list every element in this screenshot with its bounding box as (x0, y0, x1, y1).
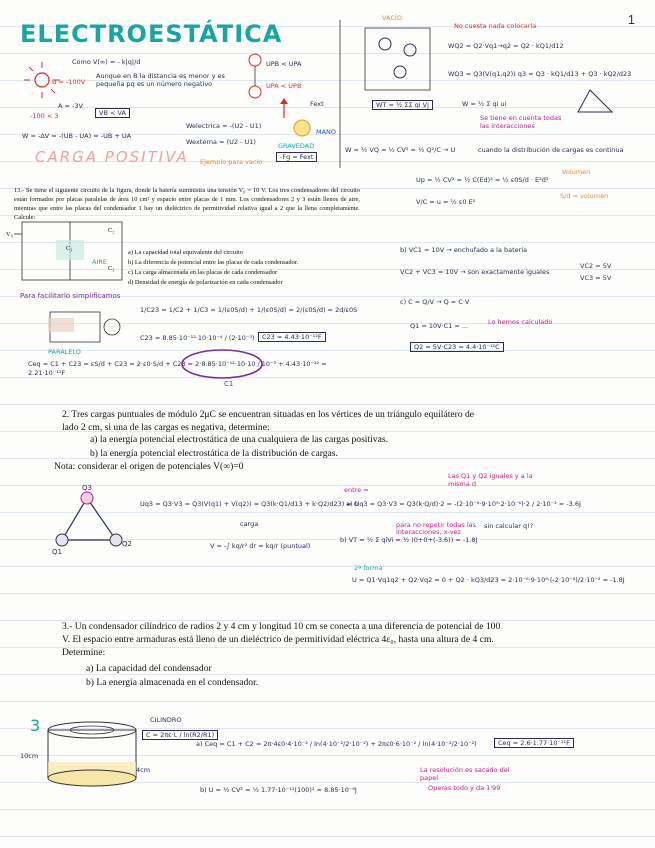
abc-triangle (578, 90, 612, 112)
intro-gravedad: GRAVEDAD (278, 142, 315, 150)
p2-item-a: a) la energía potencial electrostática de una cualquiera de las cargas positivas. (90, 434, 388, 445)
intro-wexterna: W = -ΔV = -(UB - UA) = -UB + UA (22, 132, 132, 140)
p2-forma: 2ª forma (354, 564, 383, 572)
circuit-aire: AIRE (92, 258, 107, 266)
q2-charge-icon (110, 534, 122, 546)
p3-h4: 4cm (136, 766, 151, 774)
p2-entre: entre = (344, 486, 369, 494)
p1-vc2: VC2 = 5V (580, 262, 612, 270)
p1-facilitarlo: Para facilitarlo simplificamos (20, 292, 121, 300)
p1-b-part: b) VC1 = 10V → enchufado a la batería (400, 246, 528, 254)
p2-item-b: b) la energía potencial electrostática de la distribución de cargas. (90, 448, 338, 459)
q3-icon (394, 66, 406, 78)
p2-sin: sin calcular q!? (484, 522, 534, 530)
p3-statement: 3.- Un condensador cilíndrico de radios 2 y 4 cm y longitud 10 cm se conecta a una diferencia de potencial de 100 V. El espacio entre armaduras está lleno de un dieléctrico de permitividad eléctrica 4ε₀, hasta una altura de 4 cm. Determine: (62, 621, 501, 658)
p2-nota: Nota: considerar el origen de potenciales V(∞)=0 (54, 461, 244, 472)
p3-la-res: La resolución es sacado del papel (420, 766, 510, 782)
vacio-volumen: Volumen (562, 168, 591, 176)
p3-a-eq: a) Ceq = C1 + C2 = 2π·4ε0·4·10⁻² / ln(4·10⁻²/2·10⁻²) + 2πε0·6·10⁻² / ln(4·10⁻²/2·10⁻²) (196, 740, 477, 748)
intro-line6: VB < VA (95, 108, 130, 118)
p1-q2: Q2 = 5V·C23 = 4.4·10⁻¹¹C (410, 342, 504, 352)
p1-vc3: VC3 = 5V (580, 274, 612, 282)
p1-item-b: b) La diferencia de potencial entre las placas de cada condensador. (128, 259, 299, 266)
p1-paralelo: PARALELO (48, 348, 81, 356)
vacio-se-tiene: Se tiene en cuenta todas las interacciones (480, 114, 562, 130)
p1-item-c: c) La carga almacenada en las placas de cada condensador (128, 269, 278, 276)
vacio-wq2: WQ2 = Q2·Vq1→q2 = Q2 · kQ1/d12 (448, 42, 564, 50)
p1-c-part: c) C = Q/V → Q = C·V (400, 298, 470, 306)
intro-fg: -Fg = Fext (276, 152, 317, 162)
p2-u2: U = Q1·Vq1q2 + Q2·Vq2 = 0 + Q2 · kQ3/d23 = 2·10⁻⁶·9·10⁹·(-2·10⁻⁶)/2·10⁻² = -1.8J (352, 576, 625, 584)
intro-fext: Fext (310, 100, 324, 108)
p2-uq3: Uq3 = Q3·V3 = Q3(V(q1) + V(q2)) = Q3(k·Q1/d13 + k·Q2/d23) = 0 (140, 500, 359, 508)
carga-positiva-label: CARGA POSITIVA (35, 148, 189, 166)
vacio-w2: W = ½ VQ = ½ CV² = ½ Q²/C → U (345, 146, 456, 154)
vacio-nocuesta: No cuesta nada colocarla (454, 22, 537, 30)
p1-c23-val: C23 = 8.85·10⁻¹²·10·10⁻⁴ / (2·10⁻³) (140, 334, 255, 342)
p3-cilindro: CILINDRO (150, 716, 182, 724)
p1-q1: Q1 = 10V·C1 = ... (410, 322, 469, 330)
vacio-wq3: WQ3 = Q3(V(q1,q2)) q3 = Q3 · kQ1/d13 + Q3 · kQ2/d23 (448, 70, 632, 78)
p2-bb: b) VT = ½ Σ qiVi = ½ (0+0+(-3.6)) = -1.8J (340, 536, 478, 544)
circuit-c1: C₁ (66, 245, 73, 252)
p3-b-eq: b) U = ½ CV² = ½ 1.77·10⁻¹¹(100)² = 8.85·10⁻⁸J (200, 786, 357, 794)
intro-line4: A = -3V (58, 102, 83, 110)
vacio-u: V/C = u = ½ ε0 E² (416, 198, 476, 206)
p3-operas: Operas todo y da 1'99 (428, 784, 501, 792)
intro-upb: UPB < UPA (266, 60, 302, 68)
page-number: 1 (627, 12, 635, 27)
p2-no-repetir: para no repetir todas las interacciones, x-vez (396, 521, 477, 536)
q2-icon (404, 44, 416, 56)
intro-line1: Como V(∞) = - k|q|/d (72, 58, 141, 66)
p1-q1-note: Lo hemos calculado (488, 318, 553, 326)
p2-q1-label: Q1 (52, 548, 62, 556)
p2-aa: a) Uq3 = Q3·V3 = Q3(k·Q/d)·2 = -(2·10⁻⁶·9·10⁹·2·10⁻⁶)·2 / 2·10⁻² = -3.6J (346, 500, 581, 508)
intro-line3: B = -100V (52, 78, 86, 86)
sun-icon (294, 120, 310, 136)
vacio-wt: WT = ½ ΣΣ qi Vj (372, 100, 433, 110)
p2-q2-label: Q2 (122, 540, 132, 548)
p1-c1-label: C1 (224, 380, 234, 388)
vacio-box (365, 28, 430, 90)
p1-b-part2: VC2 + VC3 = 10V → son exactamente iguales (400, 268, 550, 276)
q3-charge-icon (81, 492, 93, 504)
vacio-up: Up = ½ CV² = ½ C(Ed)² = ½ ε0S/d · E²d² (416, 176, 549, 184)
p2-q3-label: Q3 (82, 484, 92, 492)
vacio-cuando: cuando la distribución de cargas es continua (478, 146, 624, 154)
vacio-label: VACÍO (382, 14, 402, 22)
circuit-v0: V₀ (6, 231, 13, 238)
p1-item-d: d) Densidad de energía de polarización en cada condensador (128, 279, 283, 286)
p2-statement: 2. Tres cargas puntuales de módulo 2μC se encuentran situadas en los vértices de un triángulo equilátero de lado 2 cm, si una de las cargas es negativa, determine: (62, 409, 475, 433)
intro-line5: -100 < 3 (30, 112, 59, 120)
circuit-c2: C₂ (108, 227, 115, 234)
p1-c23-res: C23 = 4.43·10⁻¹²F (258, 332, 326, 342)
vacio-s-vol: S/d = volumen (560, 192, 609, 200)
intro-ejemplo: Ejemplo para vacío (200, 158, 263, 166)
q1-charge-icon (56, 534, 68, 546)
intro-upa: UPA < UPB (266, 82, 302, 90)
p2-carga: carga (240, 520, 259, 528)
intro-mano: MANO (316, 128, 337, 136)
circuit-c3: C₃ (108, 265, 115, 272)
p3-ceq-res: Ceq = 2.6·1.77·10⁻¹¹F (494, 738, 574, 748)
intro-wext2: Wexterna = (U2 - U1) (186, 138, 256, 146)
p3-item-a: a) La capacidad del condensador (86, 663, 212, 674)
p3-longitud: 10cm (20, 752, 39, 760)
charge-a-icon (35, 73, 49, 87)
p2-las: Las Q1 y Q2 iguales y a la misma d (448, 472, 533, 488)
charge-origin-icon (249, 86, 261, 98)
intro-welect: Welectrica = -(U2 - U1) (186, 122, 262, 130)
intro-line2: Aunque en B la distancia es menor y es pequeña pq es un número negativo (96, 72, 225, 88)
p1-c23-eq: 1/C23 = 1/C2 + 1/C3 = 1/(ε0S/d) + 1/(ε0S/d) = 2/(ε0S/d) = 2d/ε0S (140, 306, 358, 314)
p1-ceq: Ceq = C1 + C23 = εS/d + C23 = 2·ε0·S/d + C23 = 2·8.85·10⁻¹²·10·10 / 10⁻³ + 4.43·10⁻¹² = 2.21·10⁻¹¹F (28, 360, 327, 377)
p3-item-b: b) La energía almacenada en el condensador. (86, 677, 259, 688)
p2-vint: V = -∫ kq/r² dr = kq/r (puntual) (210, 542, 311, 550)
page-title: ELECTROESTÁTICA (20, 20, 283, 48)
p3-cform: C = 2πε·L / ln(R2/R1) (142, 730, 218, 740)
p3-number: 3 (30, 716, 41, 735)
p1-item-a: a) La capacidad total equivalente del circuito (128, 249, 243, 256)
q1-icon (379, 38, 391, 50)
p1-statement: 13.- Se tiene el siguiente circuito de la figura, donde la batería suministra una tensión V₀ = 10 V. Los tres condensadores del circuito están formados por placas paralelas de área 10 cm² y espacio entre placas de 1 mm. Los condensadores 2 y 3 están llenos de aire, mientras que entre las placas del condensador 1 hay un dieléctrico de permitividad relativa igual a 2 que la llena completamente. Calcule: (14, 187, 360, 221)
vacio-w: W = ½ Σ qi ui (462, 100, 507, 108)
charge-positive-icon (249, 54, 261, 66)
charge-triangle (62, 498, 116, 540)
